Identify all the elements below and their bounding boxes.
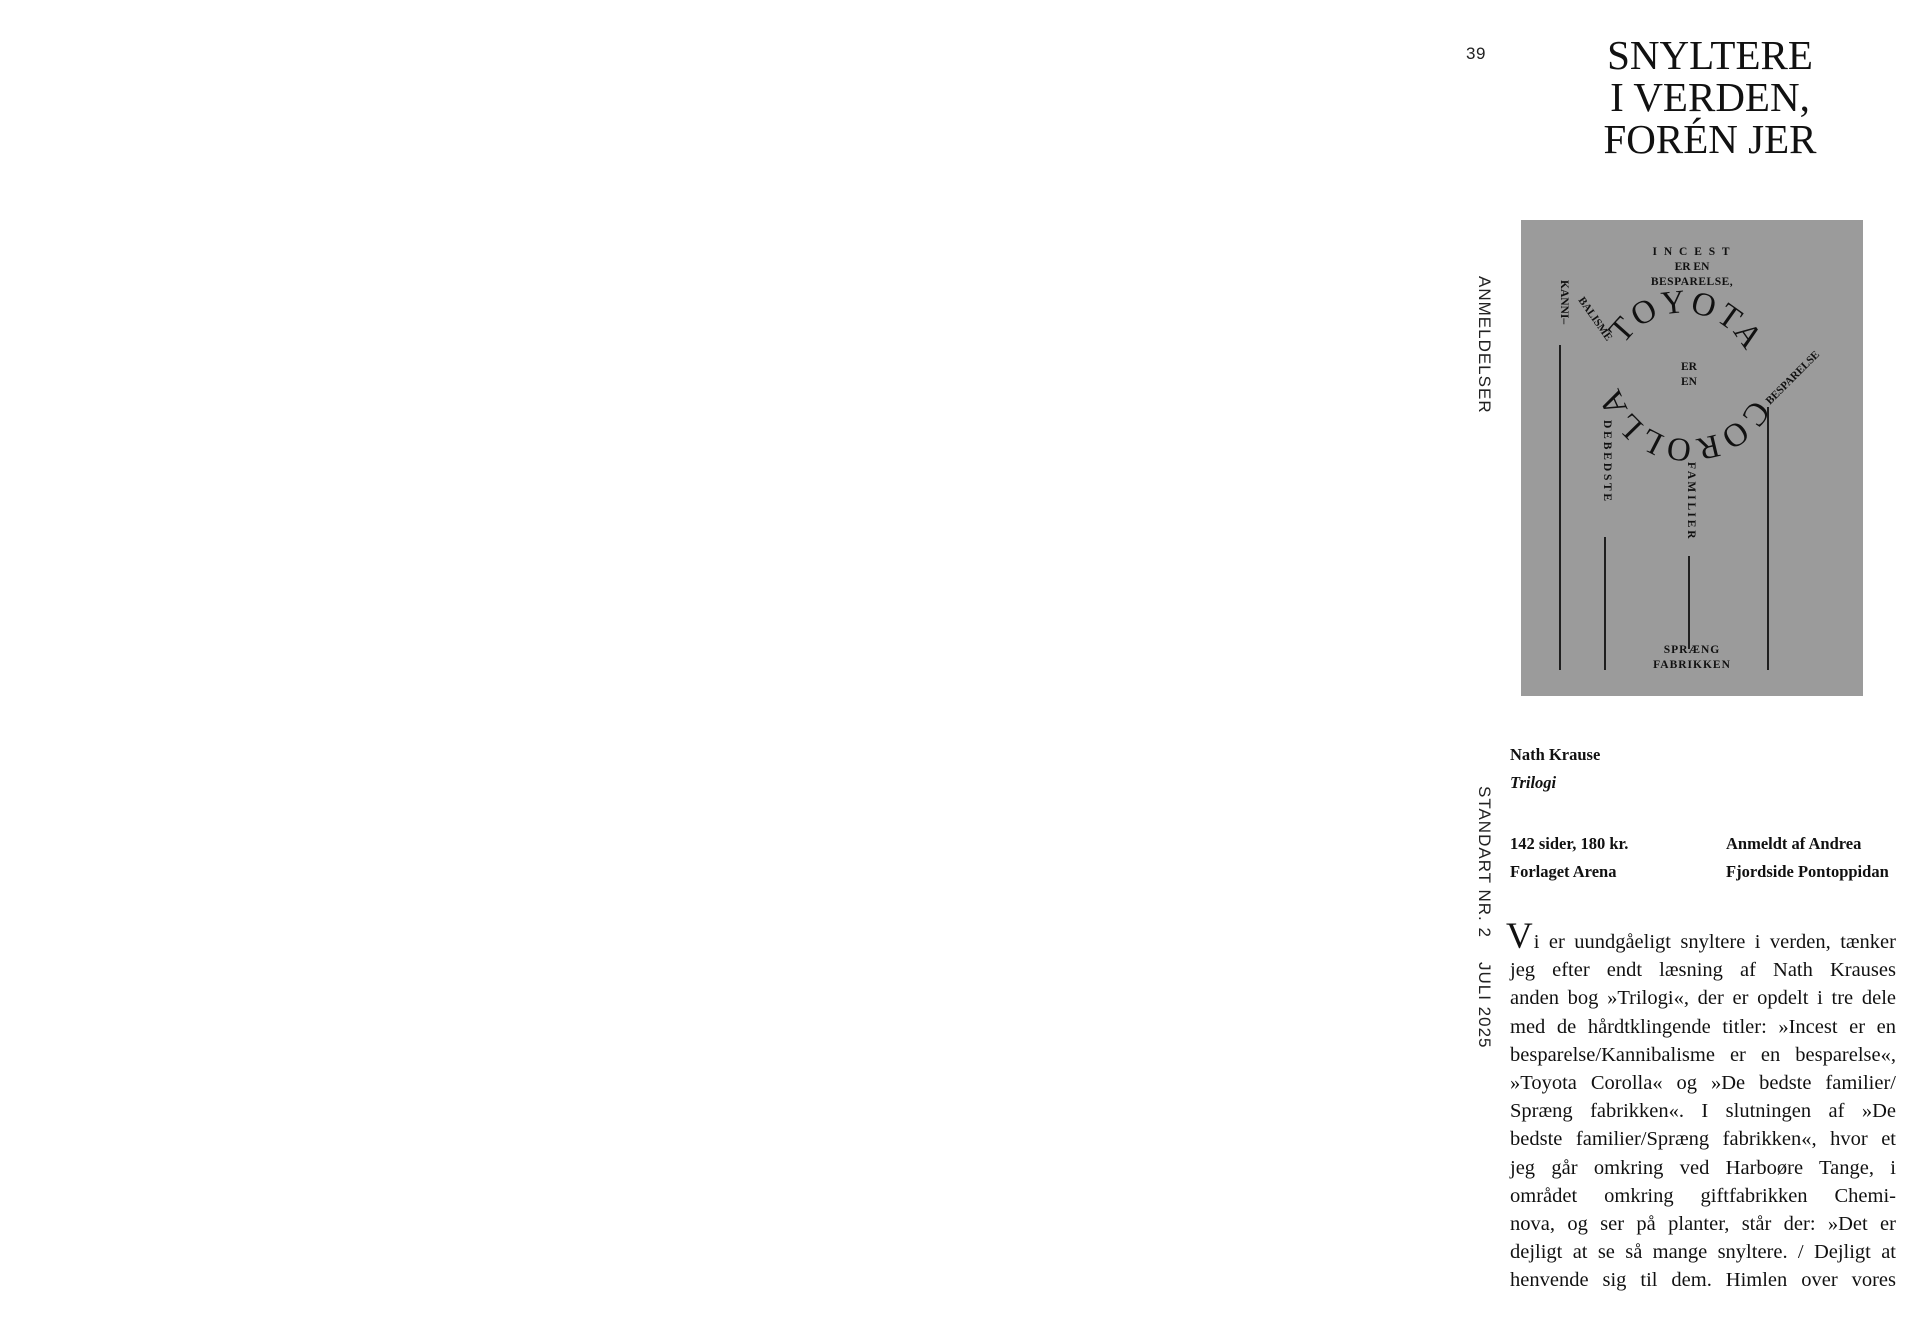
body-line — [1506, 916, 1896, 957]
drop-cap: V — [1506, 916, 1533, 957]
cover-text-center-er: ER — [1681, 361, 1697, 373]
page-number: 39 — [1466, 44, 1486, 63]
book-author: Nath Krause — [1510, 745, 1601, 764]
body-line: nova, og ser på planter, står der: »Det er — [1510, 1213, 1896, 1236]
issue-label: STANDART NR. 2 — [1475, 786, 1494, 938]
cover-text-besparelse-top: BESPARELSE, — [1650, 276, 1734, 288]
section-label: ANMELDELSER — [1475, 276, 1494, 414]
body-line: besparelse/Kannibalisme er en besparelse«, — [1510, 1043, 1896, 1066]
body-line: »Toyota Corolla« og »De bedste familier/ — [1510, 1072, 1896, 1095]
cover-text-incest: I N C E S T — [1652, 246, 1732, 258]
book-pages-price: 142 sider, 180 kr. — [1510, 834, 1629, 853]
body-line: dejligt at se så mange snyltere. / Dejligt at — [1510, 1241, 1896, 1264]
body-line: anden bog »Trilogi«, der er opdelt i tre dele — [1510, 987, 1896, 1010]
body-line: Spræng fabrikken«. I slutningen af »De — [1510, 1100, 1896, 1123]
article-title — [1560, 34, 1860, 160]
cover-text-center-en: EN — [1681, 376, 1697, 388]
cover-text-de-bedste: D E B E D S T E — [1601, 420, 1613, 502]
cover-text-toyota: TOYOTA — [1602, 283, 1771, 358]
cover-text-fabrikken: FABRIKKEN — [1653, 659, 1731, 671]
title-line-2: I VERDEN, — [1610, 74, 1810, 120]
cover-text-kanni: KANNI– — [1558, 280, 1570, 325]
cover-text-besparelse-right: BESPARELSE — [1763, 348, 1823, 408]
book-cover-image — [1521, 220, 1863, 696]
body-line-text: i er uundgåeligt snyltere i verden, tænker — [1533, 931, 1896, 953]
book-meta — [1510, 830, 1628, 886]
body-line: med de hårdtklingende titler: »Incest er en — [1510, 1015, 1896, 1038]
article-body — [1506, 916, 1896, 1295]
book-cover-art — [1521, 220, 1863, 696]
book-publisher: Forlaget Arena — [1510, 862, 1617, 881]
body-line: henvende sig til dem. Himlen over vores — [1510, 1269, 1896, 1292]
reviewer — [1726, 830, 1889, 886]
body-line: jeg går omkring ved Harboøre Tange, i — [1510, 1156, 1896, 1179]
cover-text-spraeng: SPRÆNG — [1663, 644, 1721, 656]
title-line-3: FORÉN JER — [1603, 116, 1817, 162]
body-line: bedste familier/Spræng fabrikken«, hvor et — [1510, 1128, 1896, 1151]
body-line: jeg efter endt læsning af Nath Krauses — [1510, 959, 1896, 982]
book-title: Trilogi — [1510, 773, 1557, 792]
cover-text-corolla: COROLLA — [1591, 381, 1777, 469]
date-label: JULI 2025 — [1475, 962, 1494, 1049]
cover-text-balisme: BALISME — [1575, 294, 1615, 344]
reviewer-line-2: Fjordside Pontoppidan — [1726, 862, 1889, 881]
cover-text-er-en-top: ER EN — [1674, 261, 1710, 273]
title-line-1: SNYLTERE — [1607, 32, 1813, 78]
reviewer-line-1: Anmeldt af Andrea — [1726, 834, 1862, 853]
body-line: området omkring giftfabrikken Chemi- — [1510, 1184, 1896, 1207]
cover-text-familier: F A M I L I E R — [1685, 462, 1697, 539]
